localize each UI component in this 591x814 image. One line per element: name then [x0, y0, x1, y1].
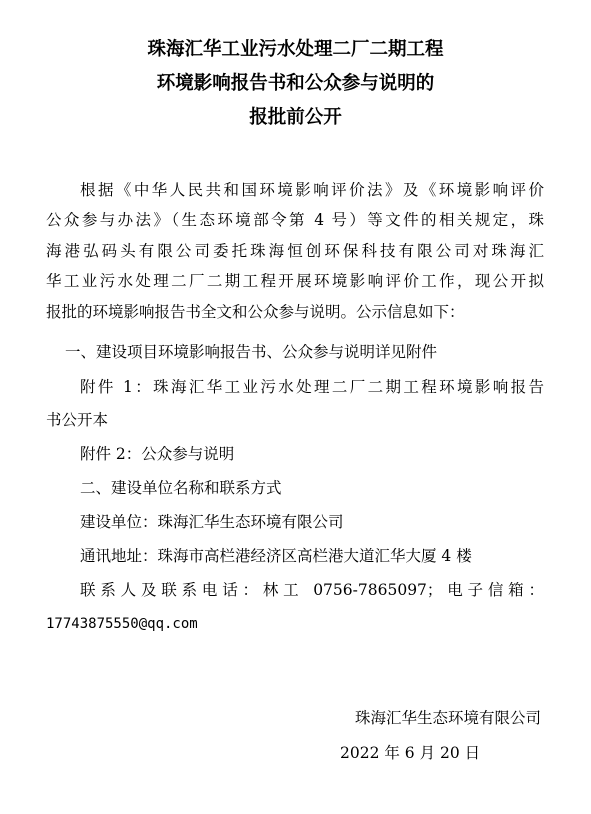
attachment-1-line-1: 附件 1：珠海汇华工业污水处理二厂二期工程环境影响报告 [80, 378, 544, 396]
attachment-2: 附件 2：公众参与说明 [80, 445, 235, 463]
attachment-1-line-2: 书公开本 [46, 411, 109, 429]
page-title-line-2: 环境影响报告书和公众参与说明的 [156, 73, 435, 94]
mailing-address: 通讯地址：珠海市高栏港经济区高栏港大道汇华大厦 4 楼 [80, 547, 472, 565]
page-title-line-3: 报批前公开 [249, 107, 342, 128]
section-1-heading: 一、建设项目环境影响报告书、公众参与说明详见附件 [65, 343, 438, 361]
contact-line-1: 联系人及联系电话：林工 0756-7865097；电子信箱： [80, 581, 544, 599]
signature-date: 2022 年 6 月 20 日 [340, 744, 481, 762]
intro-line-5: 报批的环境影响报告书全文和公众参与说明。公示信息如下： [46, 303, 465, 321]
intro-line-3: 海港弘码头有限公司委托珠海恒创环保科技有限公司对珠海汇 [46, 242, 544, 260]
intro-line-2: 公众参与办法》（生态环境部令第 4 号）等文件的相关规定，珠 [46, 211, 544, 229]
construction-unit: 建设单位：珠海汇华生态环境有限公司 [80, 513, 344, 531]
signature-company: 珠海汇华生态环境有限公司 [354, 709, 541, 727]
intro-line-4: 华工业污水处理二厂二期工程开展环境影响评价工作，现公开拟 [46, 272, 544, 290]
page-title-line-1: 珠海汇华工业污水处理二厂二期工程 [147, 39, 444, 60]
section-2-heading: 二、建设单位名称和联系方式 [80, 479, 282, 497]
intro-line-1: 根据《中华人民共和国环境影响评价法》及《环境影响评价 [80, 181, 544, 199]
contact-email: 17743875550@qq.com [46, 616, 198, 632]
